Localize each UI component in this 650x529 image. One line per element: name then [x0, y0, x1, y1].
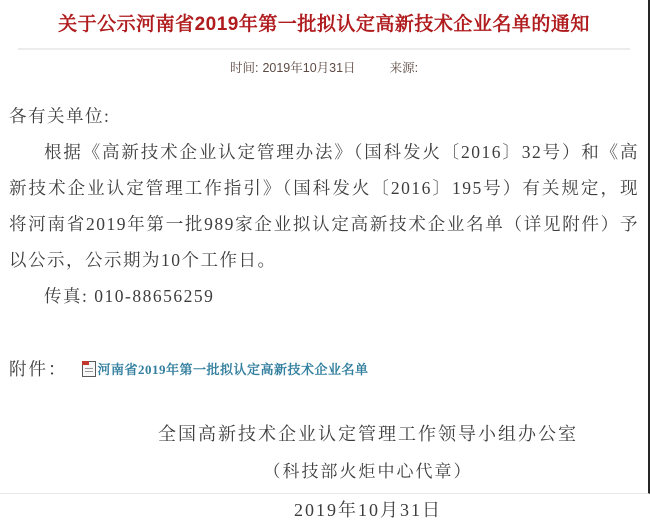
signature-block [88, 415, 648, 529]
attachment-label: 附件： [9, 359, 68, 379]
title-divider [18, 48, 630, 50]
attachment-row [0, 356, 648, 381]
signature-date: 2019年10月31日 [294, 500, 442, 520]
meta-time-label: 时间: [229, 61, 259, 75]
document-body [0, 98, 648, 314]
main-paragraph: 根据《高新技术企业认定管理办法》（国科发火〔2016〕32号）和《高新技术企业认定管理工作指引》（国科发火〔2016〕195号）有关规定，现将河南省2019年第一批989家企业拟认定高新技术企业名单（详见附件）予以公示，公示期为10个工作日。 [9, 142, 639, 270]
fax-line: 传真: 010-88656259 [44, 286, 215, 306]
article-meta [0, 58, 648, 76]
signature-seal-note: （科技部火炬中心代章） [263, 462, 473, 481]
document-file-icon [82, 361, 96, 377]
attachment-link-text: 河南省2019年第一批拟认定高新技术企业名单 [97, 362, 369, 377]
attachment-link[interactable] [82, 359, 369, 378]
meta-source-label: 来源: [389, 61, 419, 75]
salutation-line: 各有关单位: [9, 106, 111, 126]
page-title: 关于公示河南省2019年第一批拟认定高新技术企业名单的通知 [58, 14, 590, 35]
meta-time-value: 2019年10月31日 [262, 61, 356, 75]
signature-org: 全国高新技术企业认定管理工作领导小组办公室 [158, 424, 578, 444]
